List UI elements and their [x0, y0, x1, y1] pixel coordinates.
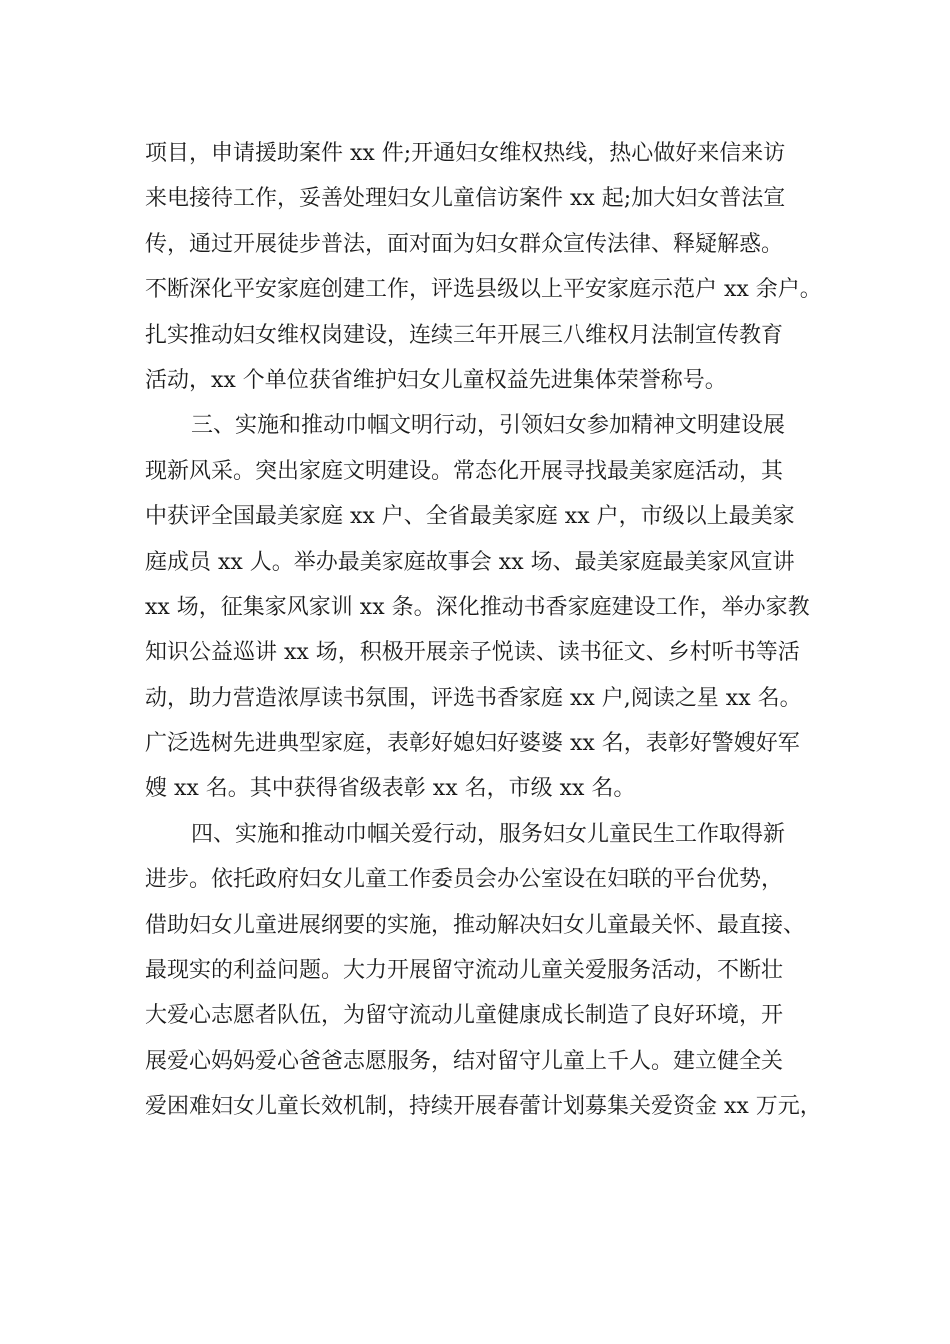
document-body — [145, 131, 835, 1130]
text-line: 展爱心妈妈爱心爸爸志愿服务，结对留守儿童上千人。建立健全关 — [145, 1048, 784, 1074]
section-three-first-line: 三、实施和推动巾帼文明行动，引领妇女参加精神文明建设展 — [191, 413, 786, 439]
section-four-first-line: 四、实施和推动巾帼关爱行动，服务妇女儿童民生工作取得新 — [191, 821, 786, 847]
text-line: 活动，xx 个单位获省维护妇女儿童权益先进集体荣誉称号。 — [145, 367, 727, 393]
text-line: 中获评全国最美家庭 xx 户、全省最美家庭 xx 户，市级以上最美家 — [145, 504, 795, 530]
text-line: xx 场，征集家风家训 xx 条。深化推动书香家庭建设工作，举办家教 — [145, 594, 810, 620]
text-line: 庭成员 xx 人。举办最美家庭故事会 xx 场、最美家庭最美家风宣讲 — [145, 549, 795, 575]
text-line: 最现实的利益问题。大力开展留守流动儿童关爱服务活动，不断壮 — [145, 958, 784, 984]
text-line: 爱困难妇女儿童长效机制，持续开展春蕾计划募集关爱资金 xx 万元， — [145, 1094, 822, 1120]
text-line: 不断深化平安家庭创建工作，评选县级以上平安家庭示范户 xx 余户。 — [145, 277, 822, 303]
text-line: 项目，申请援助案件 xx 件;开通妇女维权热线，热心做好来信来访 — [145, 141, 786, 166]
text-line: 现新风采。突出家庭文明建设。常态化开展寻找最美家庭活动，其 — [145, 458, 784, 484]
text-line: 广泛选树先进典型家庭，表彰好媳妇好婆婆 xx 名，表彰好警嫂好军 — [145, 731, 800, 757]
text-line: 扎实推动妇女维权岗建设，连续三年开展三八维权月法制宣传教育 — [145, 322, 784, 348]
text-line: 知识公益巡讲 xx 场，积极开展亲子悦读、读书征文、乡村听书等活 — [145, 640, 800, 666]
text-line: 动，助力营造浓厚读书氛围，评选书香家庭 xx 户,阅读之星 xx 名。 — [145, 685, 802, 711]
text-line: 传，通过开展徒步普法，面对面为妇女群众宣传法律、释疑解惑。 — [145, 231, 784, 257]
text-line: 来电接待工作，妥善处理妇女儿童信访案件 xx 起;加大妇女普法宣 — [145, 186, 786, 212]
text-line: 大爱心志愿者队伍，为留守流动儿童健康成长制造了良好环境，开 — [145, 1003, 784, 1029]
text-line: 借助妇女儿童进展纲要的实施，推动解决妇女儿童最关怀、最直接、 — [145, 912, 806, 938]
text-line: 嫂 xx 名。其中获得省级表彰 xx 名，市级 xx 名。 — [145, 776, 636, 802]
text-line: 进步。依托政府妇女儿童工作委员会办公室设在妇联的平台优势， — [145, 867, 784, 893]
